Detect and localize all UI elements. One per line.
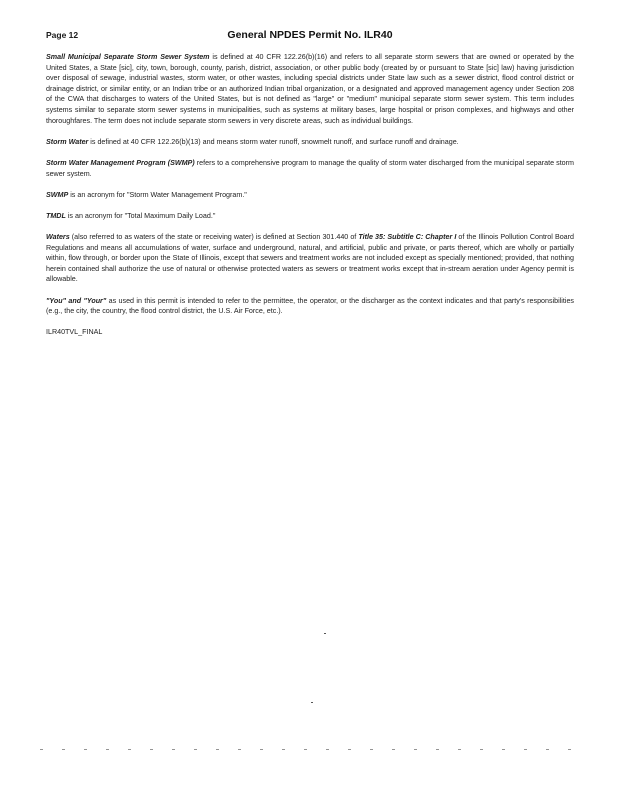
definition-paragraph xyxy=(46,232,574,285)
definition-text: is an acronym for "Storm Water Management Program." xyxy=(68,190,247,199)
definition-paragraph xyxy=(46,190,574,201)
definition-term: SWMP xyxy=(46,190,69,199)
definition-term: Waters xyxy=(46,233,70,242)
definition-text: (also referred to as waters of the state or receiving water) is defined at Section 301.440 of xyxy=(69,233,359,242)
definition-text: is an acronym for "Total Maximum Daily Load." xyxy=(65,211,216,220)
definition-paragraph xyxy=(46,137,574,148)
definition-term: Small Municipal Separate Storm Sewer System xyxy=(46,53,210,61)
definition-paragraph xyxy=(46,52,574,126)
scan-speck xyxy=(311,702,313,703)
scan-artifact-line xyxy=(40,749,580,750)
definition-term: Storm Water Management Program (SWMP) xyxy=(46,158,195,167)
definition-paragraph xyxy=(46,158,574,179)
definitions-body xyxy=(46,52,574,338)
page-number: Page 12 xyxy=(46,30,79,40)
definition-text: is defined at 40 CFR 122.26(b)(16) and refers to all separate storm sewers that are owned or operated by the United States, a State [sic], city, town, borough, county, parish, district, association, or other public body (created by or pursuant to State [sic] law) having jurisdiction over disposal of sewage, industrial wastes, storm water, or other wastes, including special districts under State law such as a sewer district, flood control district or drainage district, or similar entity, or an Indian tribe or an authorized Indian tribal organization, or a designated and approved management agency under Section 208 of the CWA that discharges to waters of the United States, but is not defined as "large" or "medium" municipal separate storm sewer system. This term includes systems similar to separate storm sewer systems in municipalities, such as systems at military bases, large hospital or prison complexes, and highways and other thoroughfares. The term does not include separate storm sewers in very discrete areas, such as individual buildings. xyxy=(46,53,574,125)
permit-title: General NPDES Permit No. ILR40 xyxy=(227,29,393,41)
definition-text: refers to a comprehensive program to manage the quality of storm water discharged from the municipal separate storm sewer system. xyxy=(46,158,574,178)
definition-paragraph xyxy=(46,296,574,317)
definition-text: of the Illinois Pollution Control Board Regulations and means all accumulations of water, surface and underground, natural, and artificial, public and private, or parts thereof, which are wholly or partially within, flow through, or border upon the State of Illinois, except that sewers and treatment works are not included except as specially mentioned; provided, that nothing herein contained shall authorize the use of natural or otherwise protected waters as sewers or treatment works except that in-stream aeration under Agency permit is allowable. xyxy=(46,233,574,284)
definition-term: TMDL xyxy=(46,211,66,220)
page-header xyxy=(46,30,574,44)
definition-term: "You" and "Your" xyxy=(46,296,107,305)
document-id: ILR40TVL_FINAL xyxy=(46,328,103,337)
regulation-reference: Title 35: Subtitle C: Chapter I xyxy=(358,233,457,242)
definition-term: Storm Water xyxy=(46,137,89,146)
definition-paragraph xyxy=(46,211,574,222)
scan-speck xyxy=(324,633,326,634)
definition-text: is defined at 40 CFR 122.26(b)(13) and means storm water runoff, snowmelt runoff, and surface runoff and drainage. xyxy=(88,137,459,146)
definition-text: as used in this permit is intended to refer to the permittee, the operator, or the discharger as the context indicates and that party's responsibilities (e.g., the city, the country, the flood control district, the U.S. Air Force, etc.). xyxy=(46,296,574,316)
